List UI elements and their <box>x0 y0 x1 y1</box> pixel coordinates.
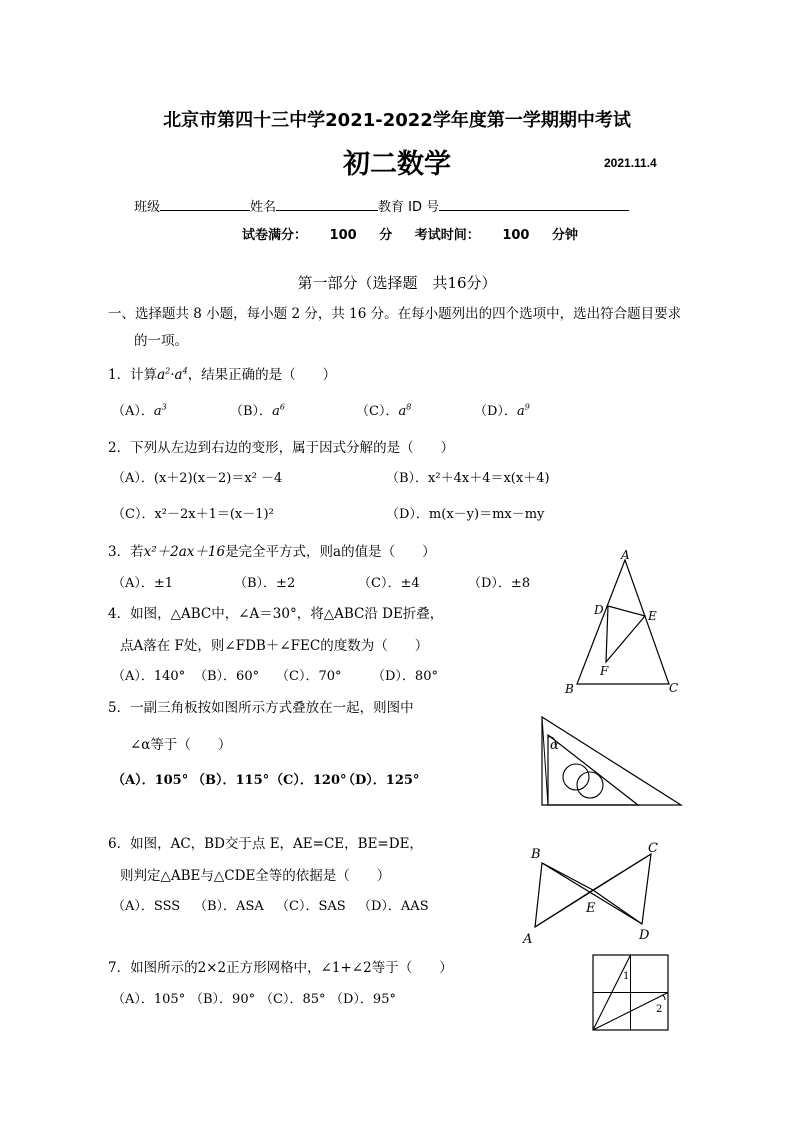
q5-option-c[interactable]: （C）．120° <box>270 773 347 788</box>
q6-label-c: C <box>648 841 658 856</box>
part1-instruction-line2: 的一项。 <box>134 333 188 349</box>
class-label: 班级 <box>134 200 161 215</box>
q6-option-c[interactable]: （C）．SAS <box>276 899 346 914</box>
q2-stem: 2．下列从左边到右边的变形，属于因式分解的是（ ） <box>108 440 455 456</box>
q6-option-a[interactable]: （A）．SSS <box>112 899 181 914</box>
q5-line1: 5．一副三角板按如图所示方式叠放在一起，则图中 <box>108 700 414 716</box>
name-blank[interactable] <box>276 197 378 211</box>
score-unit: 分 <box>379 228 393 243</box>
part1-instruction-line1: 一、选择题共 8 小题，每小题 2 分，共 16 分。在每小题列出的四个选项中，选出符合题目要求 <box>108 306 682 322</box>
class-blank[interactable] <box>160 197 250 211</box>
q4-option-c[interactable]: （C）．70° <box>276 669 342 684</box>
q4-option-b[interactable]: （B）．60° <box>194 669 260 684</box>
q7-option-a[interactable]: （A）．105° <box>112 992 186 1007</box>
q5-line2: ∠α等于（ ） <box>130 737 232 753</box>
q4-line2: 点A落在 F处，则∠FDB＋∠FEC的度数为（ ） <box>120 638 429 654</box>
name-label: 姓名 <box>250 200 277 215</box>
q5-option-d[interactable]: （D）．125° <box>342 773 420 788</box>
time-label: 考试时间： <box>414 228 480 243</box>
q1-option-d[interactable]: （D）．$a^9$ <box>474 402 530 419</box>
q3-stem-pre: 3．若 <box>108 544 144 560</box>
q4-line1: 4．如图，△ABC中，∠A＝30°，将△ABC沿 DE折叠， <box>108 606 444 622</box>
q4-label-e: E <box>648 609 657 623</box>
time-value: 100 <box>502 228 530 243</box>
full-score-value: 100 <box>329 228 357 243</box>
q3-expr: x²＋2ax＋16 <box>143 544 226 560</box>
q3-option-d[interactable]: （D）．±8 <box>468 576 531 591</box>
q7-option-b[interactable]: （B）．90° <box>190 992 256 1007</box>
q2-option-a[interactable]: （A）．(x＋2)(x－2)＝x² －4 <box>112 471 283 486</box>
q6-figure <box>518 838 668 948</box>
subject-title: 初二数学 <box>343 149 451 180</box>
q3-option-c[interactable]: （C）．±4 <box>358 576 420 591</box>
q4-label-a: A <box>621 548 630 562</box>
q5-figure <box>538 715 688 810</box>
q6-line2: 则判定△ABE与△CDE全等的依据是（ ） <box>120 868 391 884</box>
q3-stem-post: 是完全平方式，则a的值是（ ） <box>225 544 436 560</box>
q7-label-2: 2 <box>656 1004 663 1015</box>
q1-stem <box>108 363 336 383</box>
q6-label-b: B <box>531 847 541 862</box>
q6-option-d[interactable]: （D）．AAS <box>358 899 429 914</box>
q4-label-b: B <box>565 682 574 696</box>
q6-label-d: D <box>639 928 650 943</box>
q3-option-b[interactable]: （B）．±2 <box>234 576 296 591</box>
q6-label-a: A <box>523 932 533 947</box>
q4-label-d: D <box>594 603 604 617</box>
full-score-label: 试卷满分： <box>242 228 308 243</box>
q5-option-b[interactable]: （B）．115° <box>192 773 270 788</box>
student-info-line <box>134 196 629 215</box>
q4-option-a[interactable]: （A）．140° <box>112 669 186 684</box>
q3-option-a[interactable]: （A）．±1 <box>112 576 174 591</box>
q2-option-b[interactable]: （B）．x²＋4x＋4＝x(x＋4) <box>386 471 550 486</box>
q3-stem <box>108 540 436 560</box>
q7-figure <box>592 954 672 1034</box>
id-label: 教育 ID 号 <box>378 200 440 215</box>
q4-figure <box>560 545 690 695</box>
q2-option-d[interactable]: （D）．m(x－y)＝mx－my <box>386 507 545 522</box>
q1-stem-pre: 1．计算 <box>108 367 158 383</box>
q7-label-1: 1 <box>623 971 630 982</box>
q1-expr: $a^2\cdot a^4$ <box>157 366 188 383</box>
q1-option-a[interactable]: （A）．$a^3$ <box>112 402 167 419</box>
q6-line1: 6．如图，AC，BD交于点 E，AE=CE，BE=DE， <box>108 836 423 852</box>
q1-option-b[interactable]: （B）．$a^6$ <box>230 402 285 419</box>
part1-heading: 第一部分（选择题 共16分） <box>297 274 497 292</box>
q7-option-c[interactable]: （C）．85° <box>260 992 326 1007</box>
id-blank[interactable] <box>439 197 629 211</box>
exam-title: 北京市第四十三中学2021-2022学年度第一学期期中考试 <box>163 110 631 131</box>
q7-option-d[interactable]: （D）．95° <box>330 992 396 1007</box>
q6-label-e: E <box>586 901 596 916</box>
q6-option-b[interactable]: （B）．ASA <box>194 899 264 914</box>
score-time-line <box>242 224 596 243</box>
q2-option-c[interactable]: （C）．x²－2x＋1＝(x－1)² <box>112 507 274 522</box>
q4-label-f: F <box>600 664 609 678</box>
q5-option-a[interactable]: （A）．105° <box>112 773 189 788</box>
q1-stem-post: ，结果正确的是（ ） <box>187 367 337 383</box>
time-unit: 分钟 <box>551 228 578 243</box>
exam-date: 2021.11.4 <box>604 156 657 170</box>
q1-option-c[interactable]: （C）．$a^8$ <box>356 402 412 419</box>
q4-option-d[interactable]: （D）．80° <box>372 669 438 684</box>
q4-label-c: C <box>669 681 679 695</box>
q7-stem: 7．如图所示的2×2正方形网格中，∠1+∠2等于（ ） <box>108 960 453 976</box>
q5-label-alpha: α <box>550 738 559 753</box>
